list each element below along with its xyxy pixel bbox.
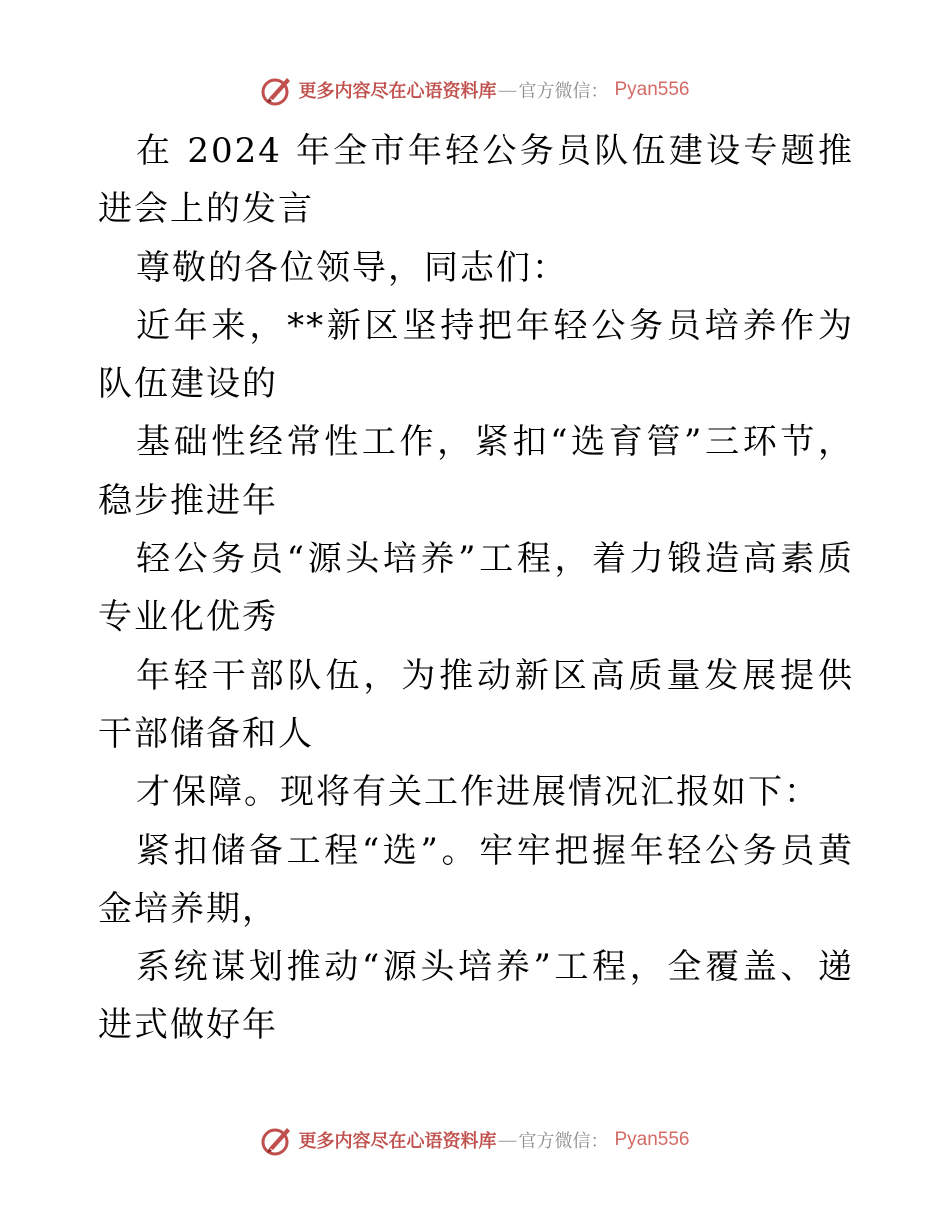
- watermark-wechat-id: Pyan556: [614, 79, 690, 100]
- document-title: 在 2024 年全市年轻公务员队伍建设专题推进会上的发言: [98, 131, 854, 230]
- header-watermark: [0, 70, 950, 110]
- paragraph: 轻公务员“源头培养”工程，着力锻造高素质专业化优秀: [98, 539, 854, 638]
- watermark-wechat-label: 官方微信：: [518, 1131, 609, 1152]
- paragraph: 基础性经常性工作，紧扣“选育管”三环节，稳步推进年: [98, 422, 854, 521]
- document-body: [98, 122, 854, 1055]
- paragraph: 近年来，**新区坚持把年轻公务员培养作为队伍建设的: [98, 305, 854, 405]
- salutation: 尊敬的各位领导，同志们：: [136, 247, 568, 288]
- watermark-dash: —: [498, 79, 517, 100]
- watermark-wechat-id: Pyan556: [614, 1129, 690, 1150]
- quill-logo-icon: [260, 73, 294, 107]
- watermark-wechat-label: 官方微信：: [518, 81, 609, 102]
- paragraph: 年轻干部队伍，为推动新区高质量发展提供干部储备和人: [98, 655, 854, 754]
- quill-logo-icon: [260, 1123, 294, 1157]
- watermark-site-text: 更多内容尽在心语资料库: [298, 1131, 497, 1152]
- paragraph: 紧扣储备工程“选”。牢牢把握年轻公务员黄金培养期，: [98, 830, 854, 929]
- footer-watermark: [0, 1120, 950, 1160]
- paragraph: 才保障。现将有关工作进展情况汇报如下：: [136, 772, 820, 813]
- watermark-site-text: 更多内容尽在心语资料库: [298, 81, 497, 102]
- paragraph: 系统谋划推动“源头培养”工程，全覆盖、递进式做好年: [98, 947, 854, 1046]
- watermark-dash: —: [498, 1129, 517, 1150]
